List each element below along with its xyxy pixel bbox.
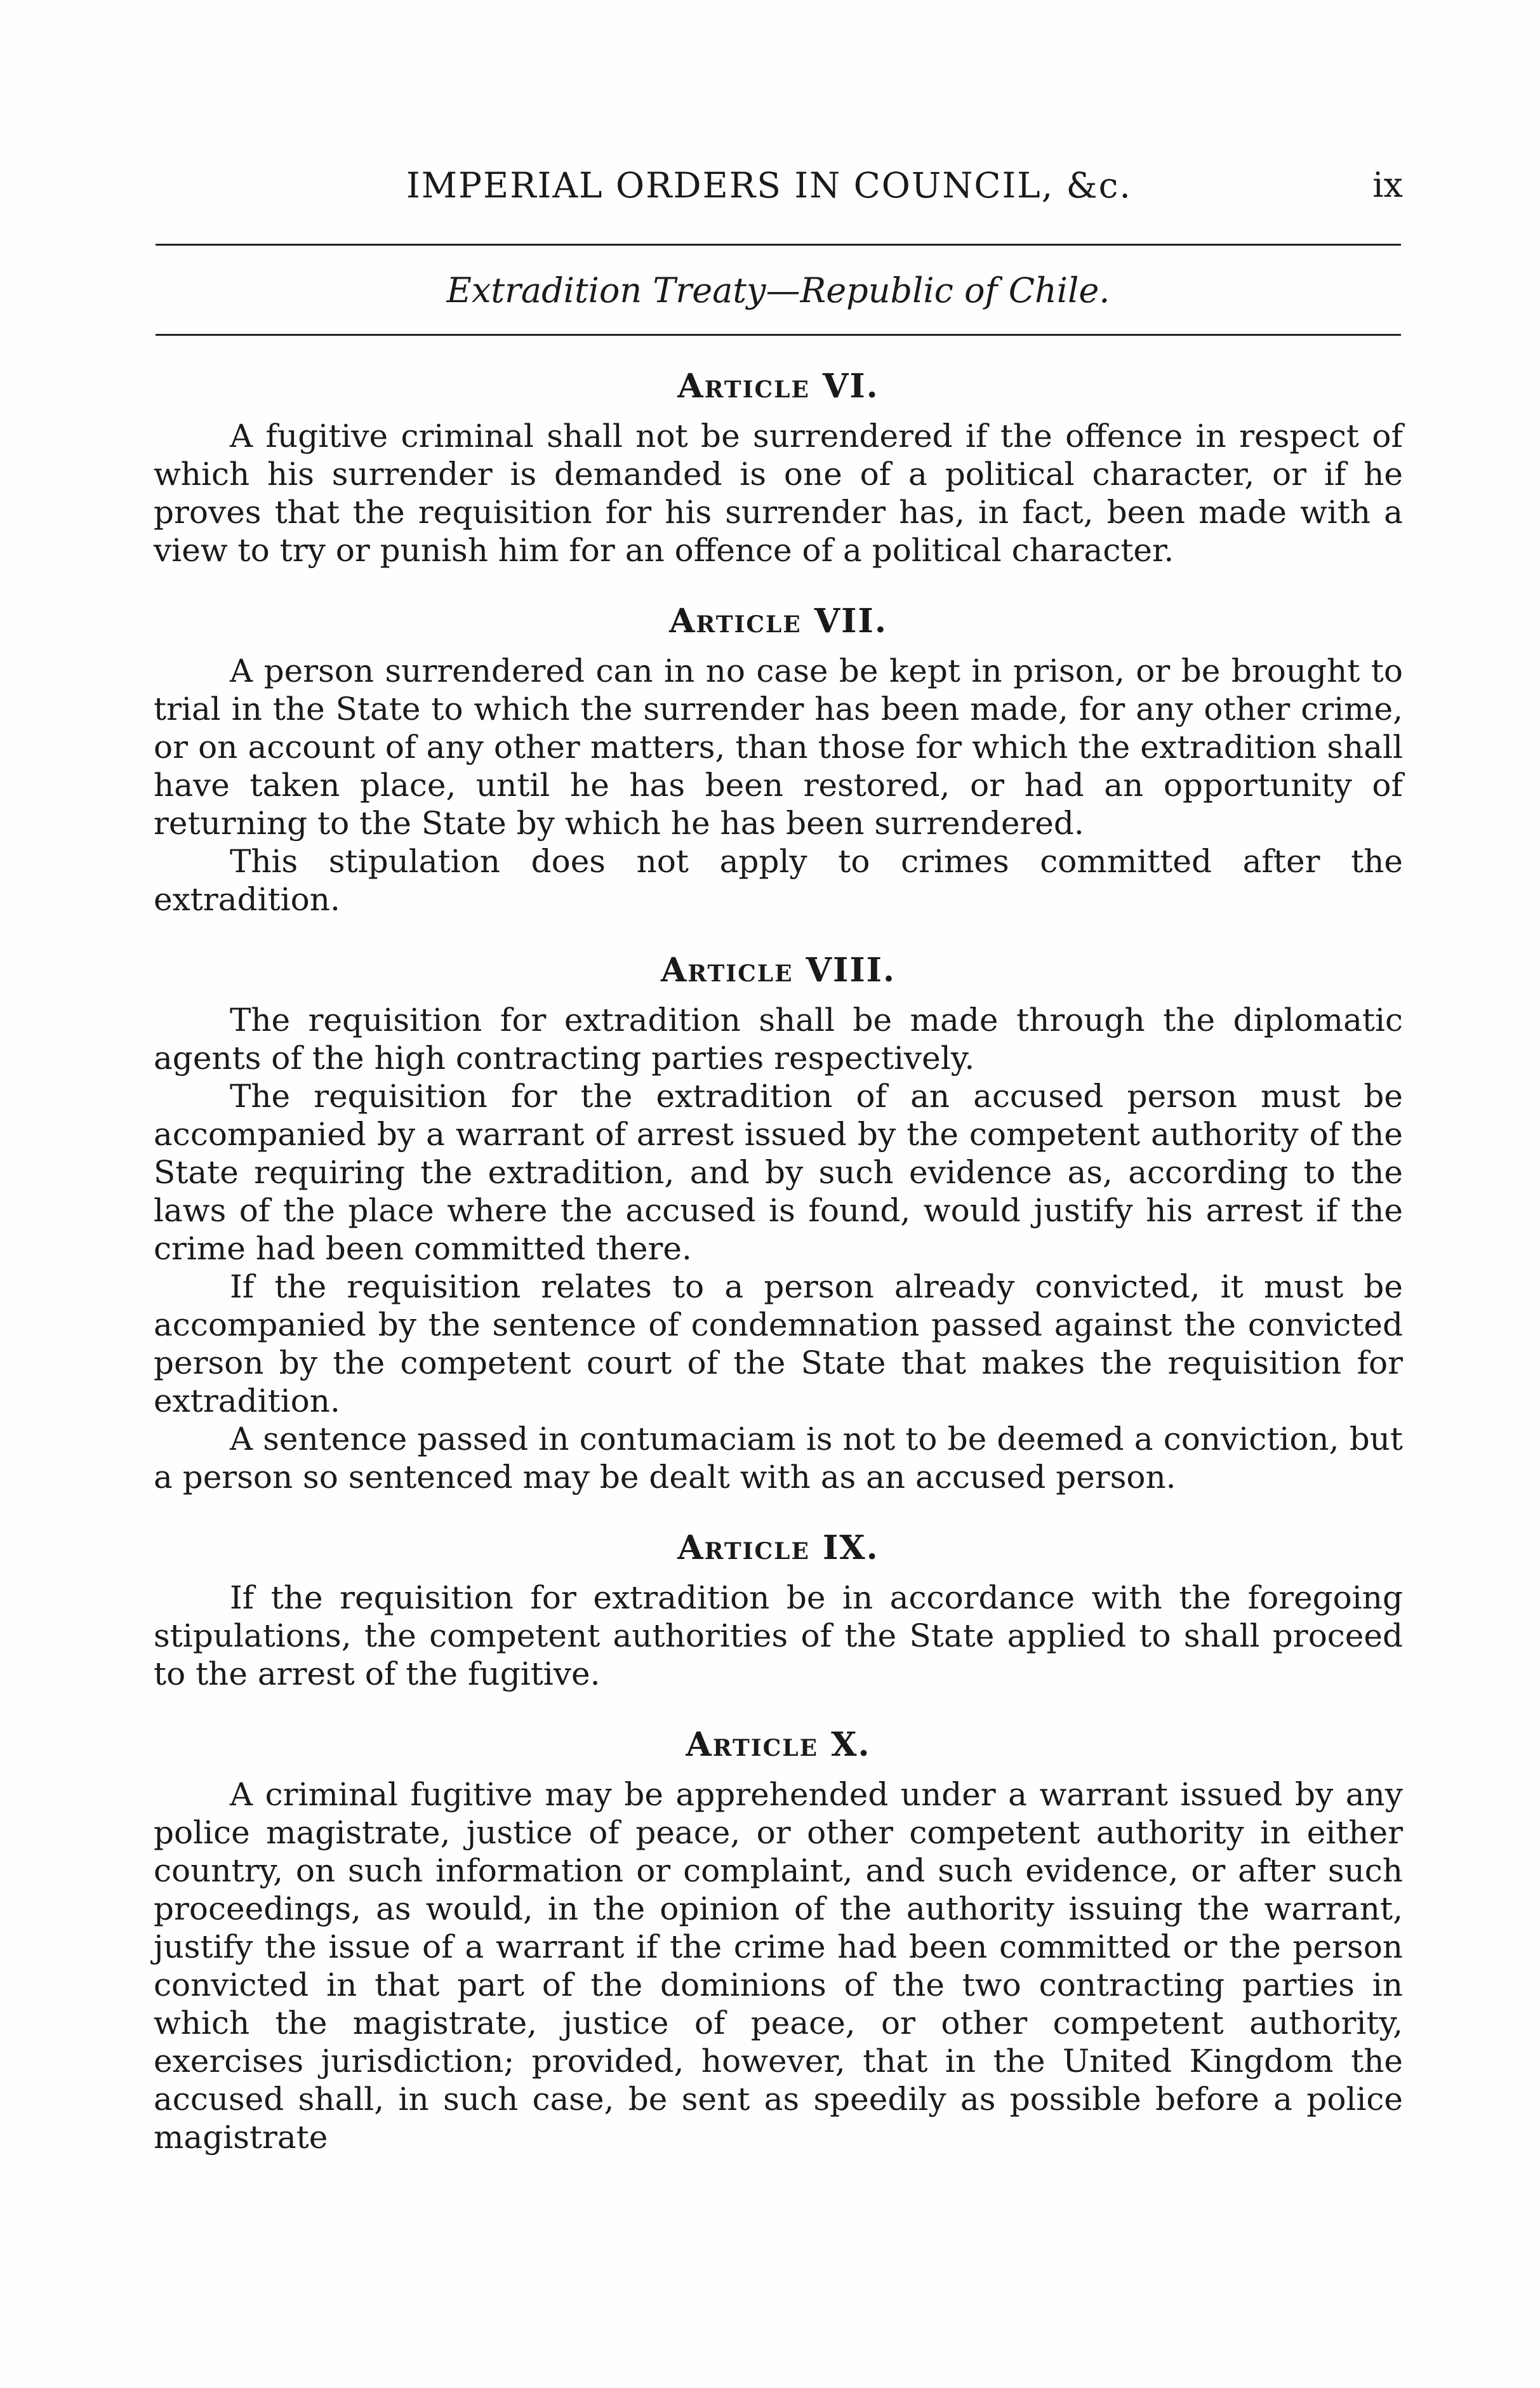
article-heading: Article VI.: [677, 367, 879, 406]
paragraph: A criminal fugitive may be apprehended under a warrant issued by any police magistrate, justice of peace, or other competent authority in either country, on such information or complaint, and such evidence, or after such proceedings, as would, in the opinion of the authority issuing the warrant, justify the issue of a warrant if the crime had been committed or the person convicted in that part of the dominions of the two contracting parties in which the magistrate, justice of peace, or other competent authority, exercises jurisdiction; provided, however, that in the United Kingdom the accused shall, in such case, be sent as speedily as possible before a police magistrate: [154, 1776, 1403, 2156]
article-heading: Article VIII.: [660, 951, 896, 990]
paragraph: If the requisition for extradition be in accordance with the foregoing stipulations, the competent authorities of the State applied to shall proceed to the arrest of the fugitive.: [154, 1579, 1403, 1692]
section-subtitle: Extradition Treaty—Republic of Chile.: [446, 270, 1110, 310]
running-title: IMPERIAL ORDERS IN COUNCIL, &c.: [406, 165, 1132, 206]
article-x: [154, 1723, 1403, 2156]
article-heading: Article IX.: [677, 1529, 879, 1567]
paragraph: A fugitive criminal shall not be surrendered if the offence in respect of which his surrender is demanded is one of a political character, or if he proves that the requisition for his surrender has, in fact, been made with a view to try or punish him for an offence of a political character.: [154, 418, 1403, 569]
article-viii: [154, 949, 1403, 1496]
paragraph: A person surrendered can in no case be kept in prison, or be brought to trial in the State to which the surrender has been made, for any other crime, or on account of any other matters, than those for which the extradition shall have taken place, until he has been restored, or had an opportunity of returning to the State by which he has been surrendered.: [154, 653, 1403, 842]
paragraph: The requisition for the extradition of an accused person must be accompanied by a warrant of arrest issued by the competent authority of the State requiring the extradition, and by such evidence as, according to the laws of the place where the accused is found, would justify his arrest if the crime had been committed there.: [154, 1078, 1403, 1267]
article-vii: [154, 600, 1403, 919]
paragraph: A sentence passed in contumaciam is not to be deemed a conviction, but a person so sentenced may be dealt with as an accused person.: [154, 1421, 1403, 1496]
article-ix: [154, 1527, 1403, 1693]
paragraph: The requisition for extradition shall be made through the diplomatic agents of the high contracting parties respectively.: [154, 1002, 1403, 1077]
header-rule-top: [156, 244, 1401, 246]
paragraph: This stipulation does not apply to crimes committed after the extradition.: [154, 843, 1403, 918]
running-head: [152, 160, 1403, 211]
article-heading: Article VII.: [669, 602, 887, 640]
document-body: [154, 365, 1403, 2187]
header-rule-bottom: [156, 334, 1401, 336]
page-number: ix: [1372, 165, 1403, 205]
article-vi: [154, 365, 1403, 569]
article-heading: Article X.: [686, 1725, 871, 1764]
paragraph: If the requisition relates to a person already convicted, it must be accompanied by the sentence of condemnation passed against the convicted person by the competent court of the State that makes the requisition for extradition.: [154, 1268, 1403, 1419]
